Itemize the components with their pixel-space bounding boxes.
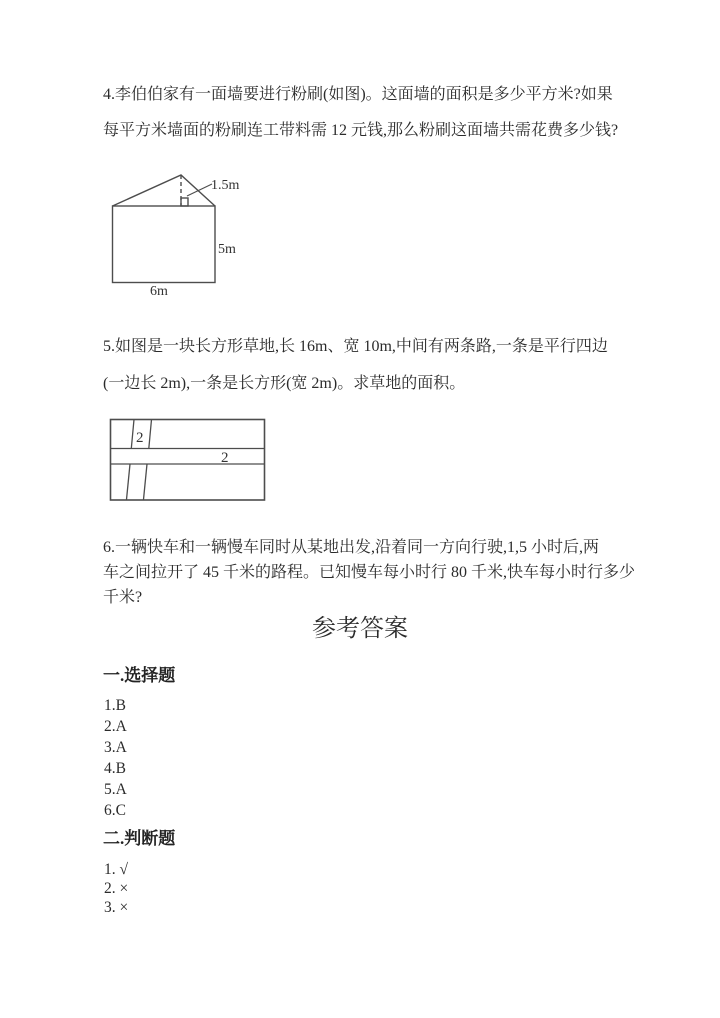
choice-answer-item-1: 1.B [104, 697, 126, 714]
wall-width-label: 6m [150, 284, 168, 299]
question-5-line-2: (一边长 2m),一条是长方形(宽 2m)。求草地的面积。 [103, 375, 466, 392]
question-5-text [103, 328, 651, 402]
slanted-road-upper-left-line [131, 420, 134, 449]
choice-answer-item-6: 6.C [104, 802, 126, 819]
judge-answer-item-2: 2. × [104, 880, 129, 897]
judge-section-heading: 二.判断题 [103, 829, 176, 848]
choice-section-heading: 一.选择题 [103, 666, 176, 685]
judge-answer-item-3: 3. × [104, 899, 129, 916]
question-6-text [103, 535, 651, 610]
slanted-road-upper-right-line [149, 420, 152, 449]
choice-answer-item-4: 4.B [104, 760, 126, 777]
question-6-line-1: 6.一辆快车和一辆慢车同时从某地出发,沿着同一方向行驶,1,5 小时后,两 [103, 539, 600, 556]
slanted-road-lower-left-line [127, 464, 131, 500]
wall-diagram [100, 165, 250, 305]
question-5-line-1: 5.如图是一块长方形草地,长 16m、宽 10m,中间有两条路,一条是平行四边 [103, 338, 608, 355]
choice-answer-item-3: 3.A [104, 739, 127, 756]
question-4-line-2: 每平方米墙面的粉刷连工带料需 12 元钱,那么粉刷这面墙共需花费多少钱? [103, 122, 619, 139]
question-4-text [103, 77, 651, 149]
judge-answer-list [104, 860, 128, 917]
roof-height-leader-line [187, 184, 212, 196]
answers-title: 参考答案 [312, 616, 408, 642]
question-6-line-3: 千米? [103, 589, 143, 606]
choice-answer-item-5: 5.A [104, 781, 127, 798]
grass-rectangle [111, 420, 265, 501]
slanted-road-width-label: 2 [136, 430, 144, 446]
roof-height-label: 1.5m [211, 178, 240, 193]
choice-answer-item-2: 2.A [104, 718, 127, 735]
wall-height-label: 5m [218, 242, 236, 257]
question-6-line-2: 车之间拉开了 45 千米的路程。已知慢车每小时行 80 千米,快车每小时行多少 [103, 564, 636, 581]
choice-answer-list [104, 695, 127, 821]
slanted-road-lower-right-line [144, 464, 148, 500]
right-angle-marker [181, 198, 188, 206]
judge-answer-item-1: 1. √ [104, 861, 129, 878]
grass-field-diagram [105, 412, 270, 507]
horizontal-road-width-label: 2 [221, 450, 229, 466]
wall-rectangle [113, 206, 216, 283]
question-4-line-1: 4.李伯伯家有一面墙要进行粉刷(如图)。这面墙的面积是多少平方米?如果 [103, 86, 613, 103]
